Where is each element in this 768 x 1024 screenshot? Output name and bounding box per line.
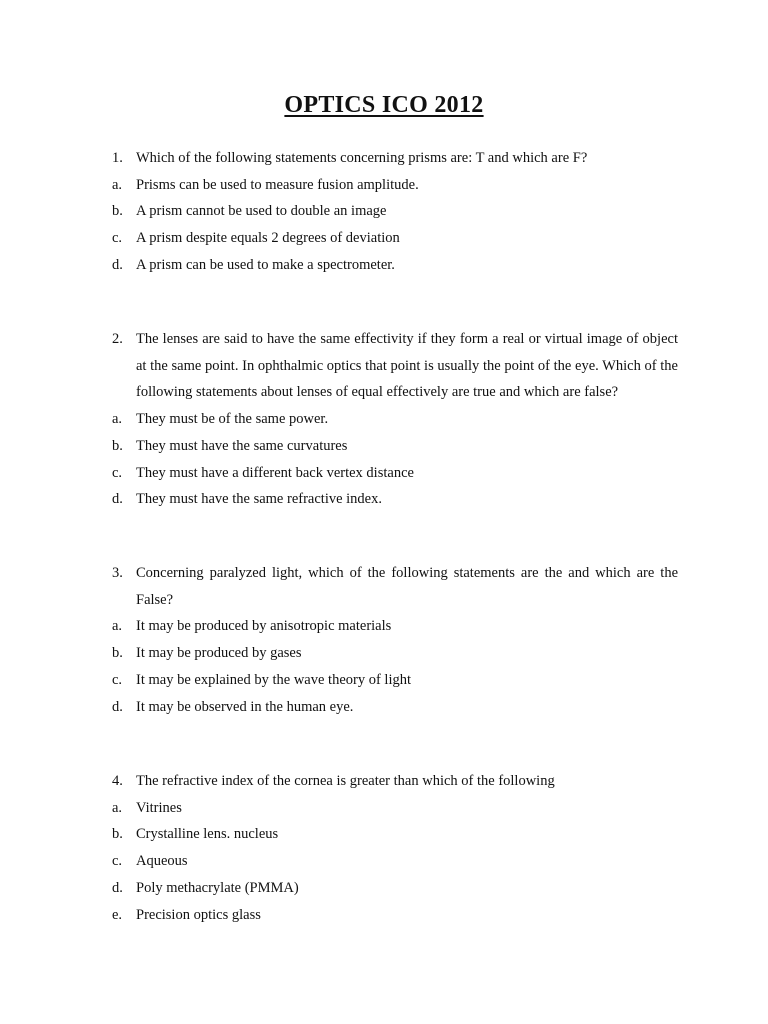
question-stem bbox=[112, 145, 678, 172]
question-2 bbox=[112, 326, 678, 513]
question-number: 3. bbox=[112, 565, 123, 581]
question-stem bbox=[112, 326, 678, 406]
option-item bbox=[112, 848, 678, 875]
option-letter: d. bbox=[112, 698, 123, 715]
option-letter: b. bbox=[112, 437, 123, 454]
option-text: A prism cannot be used to double an image bbox=[136, 203, 387, 220]
question-3 bbox=[112, 560, 678, 720]
option-letter: b. bbox=[112, 203, 123, 220]
option-item bbox=[112, 902, 678, 929]
option-item bbox=[112, 613, 678, 640]
option-text: They must be of the same power. bbox=[136, 411, 329, 428]
option-letter: b. bbox=[112, 826, 123, 843]
question-stem bbox=[112, 560, 678, 613]
option-item bbox=[112, 172, 678, 199]
option-item bbox=[112, 406, 678, 433]
option-letter: d. bbox=[112, 256, 123, 273]
option-item bbox=[112, 433, 678, 460]
question-number: 4. bbox=[112, 773, 123, 789]
option-text: Crystalline lens. nucleus bbox=[136, 826, 279, 843]
option-text: Aqueous bbox=[136, 853, 188, 870]
option-text: It may be observed in the human eye. bbox=[136, 698, 354, 715]
question-text: The refractive index of the cornea is greater than which of the following bbox=[136, 773, 555, 789]
option-text: It may be produced by anisotropic materials bbox=[136, 618, 392, 635]
option-item bbox=[112, 875, 678, 902]
option-text: It may be explained by the wave theory of light bbox=[136, 671, 412, 688]
option-text: A prism can be used to make a spectrometer. bbox=[136, 256, 395, 273]
option-item bbox=[112, 667, 678, 694]
option-item bbox=[112, 460, 678, 487]
question-1 bbox=[112, 145, 678, 279]
option-text: Vitrines bbox=[136, 799, 182, 816]
question-text: The lenses are said to have the same effectivity if they form a real or virtual image of object at the same point. In ophthalmic optics that point is usually the point of the eye. Which of the following statements about lenses of equal effectively are true and which are false? bbox=[136, 331, 678, 401]
option-item bbox=[112, 821, 678, 848]
option-letter: a. bbox=[112, 411, 123, 428]
question-text: Which of the following statements concerning prisms are: T and which are F? bbox=[136, 150, 588, 166]
option-letter: c. bbox=[112, 464, 123, 481]
option-letter: a. bbox=[112, 176, 123, 193]
question-number: 1. bbox=[112, 150, 123, 166]
option-item bbox=[112, 694, 678, 721]
question-4 bbox=[112, 768, 678, 928]
option-item bbox=[112, 640, 678, 667]
option-text: They must have the same refractive index. bbox=[136, 491, 382, 508]
option-text: Precision optics glass bbox=[136, 906, 261, 923]
option-letter: c. bbox=[112, 671, 123, 688]
option-letter: c. bbox=[112, 853, 123, 870]
option-letter: d. bbox=[112, 491, 123, 508]
question-number: 2. bbox=[112, 331, 123, 347]
question-stem bbox=[112, 768, 678, 795]
option-item bbox=[112, 198, 678, 225]
document-title: OPTICS ICO 2012 bbox=[284, 92, 484, 118]
option-letter: a. bbox=[112, 618, 123, 635]
option-text: It may be produced by gases bbox=[136, 645, 302, 662]
option-letter: e. bbox=[112, 906, 123, 923]
option-text: Prisms can be used to measure fusion amplitude. bbox=[136, 176, 419, 193]
option-letter: b. bbox=[112, 645, 123, 662]
option-text: They must have a different back vertex distance bbox=[136, 464, 414, 481]
option-letter: d. bbox=[112, 879, 123, 896]
option-text: A prism despite equals 2 degrees of deviation bbox=[136, 230, 400, 247]
question-text: Concerning paralyzed light, which of the following statements are the and which are the False? bbox=[136, 565, 678, 608]
option-item bbox=[112, 795, 678, 822]
option-item bbox=[112, 252, 678, 279]
option-letter: c. bbox=[112, 230, 123, 247]
option-item bbox=[112, 486, 678, 513]
option-text: Poly methacrylate (PMMA) bbox=[136, 879, 299, 896]
option-item bbox=[112, 225, 678, 252]
option-letter: a. bbox=[112, 799, 123, 816]
option-text: They must have the same curvatures bbox=[136, 437, 348, 454]
